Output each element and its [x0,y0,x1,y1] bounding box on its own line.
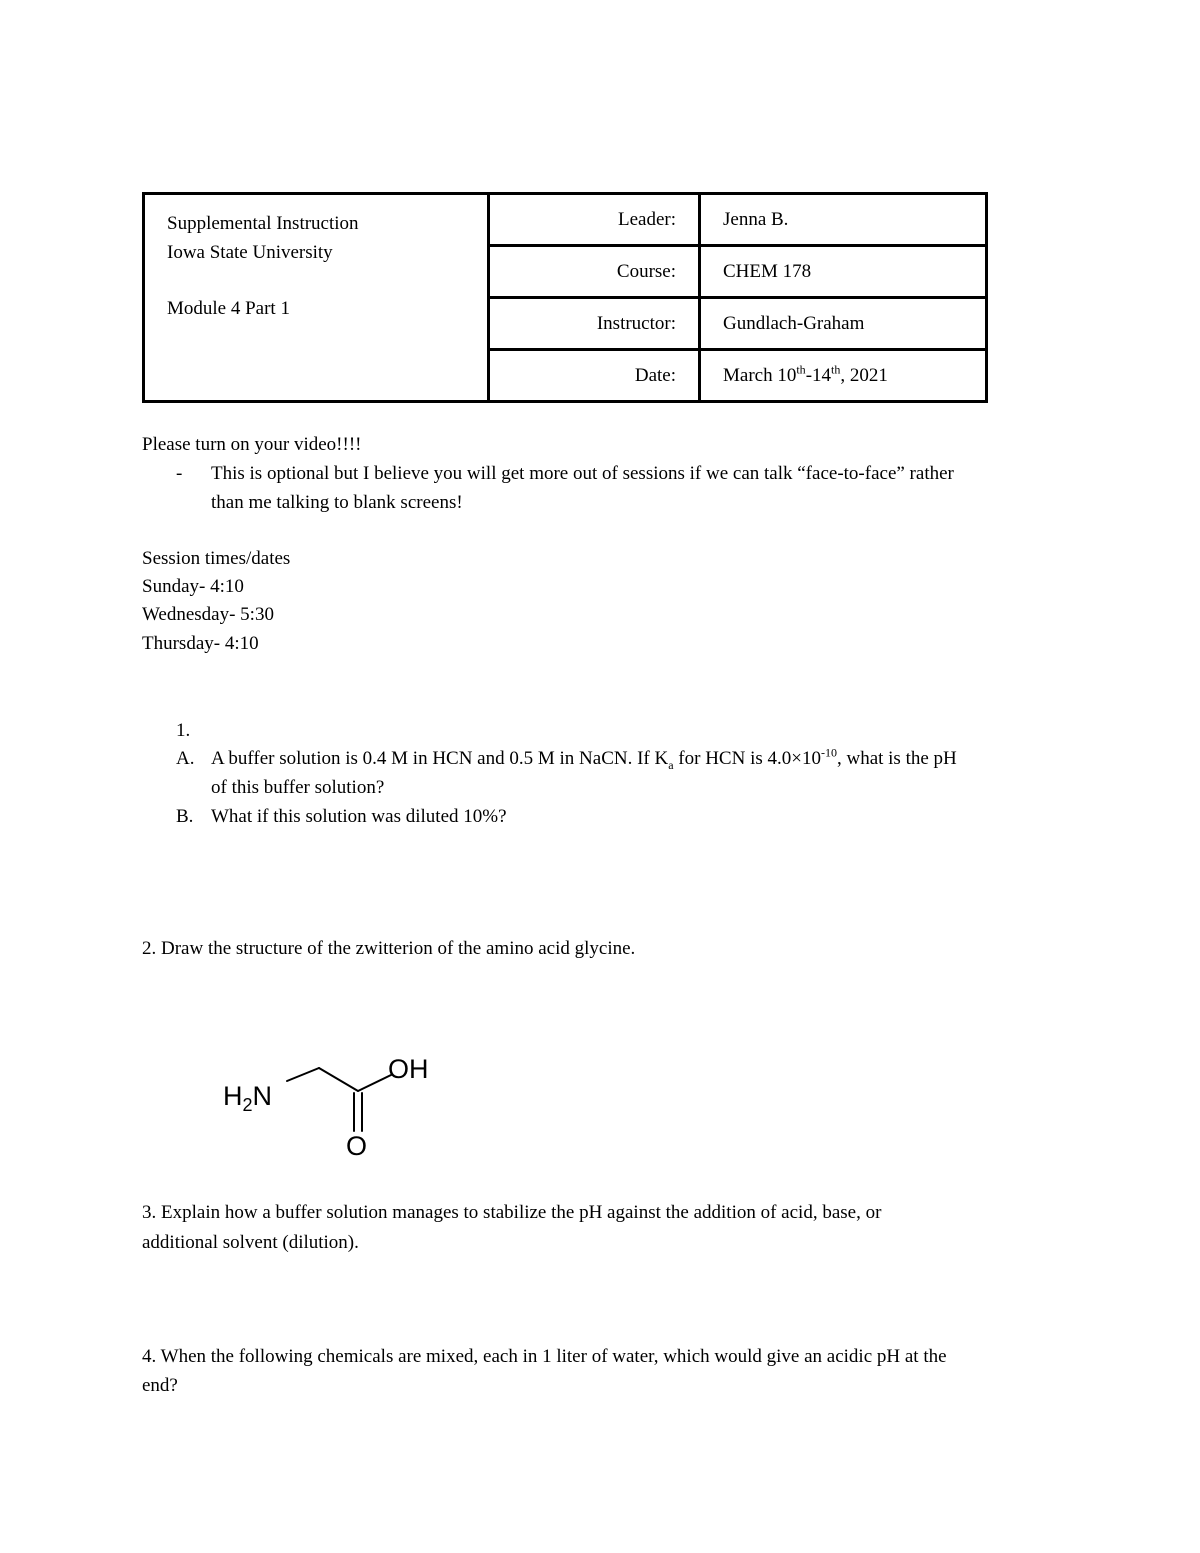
date-value: March 10th-14th, 2021 [700,350,987,402]
hydroxyl-label: OH [388,1054,429,1084]
video-heading: Please turn on your video!!!! [142,434,362,455]
video-note-line1: This is optional but I believe you will get more out of sessions if we can talk “face-to-face” rather [211,463,954,484]
header-table [142,192,988,403]
video-bullet: - [176,463,183,484]
q1-a-marker: A. [176,748,195,769]
q3-line2: additional solvent (dilution). [142,1232,359,1253]
module-title: Module 4 Part 1 [167,298,290,319]
session-item: Wednesday- 5:30 [142,604,274,625]
q1-number: 1. [176,720,191,741]
glycine-structure [215,1045,455,1165]
session-item: Sunday- 4:10 [142,576,244,597]
sessions-heading: Session times/dates [142,548,291,569]
date-label: Date: [489,350,700,402]
leader-label: Leader: [489,194,700,246]
course-label: Course: [489,246,700,298]
amine-label: $H_2N$ [223,1081,273,1115]
video-note-line2: than me talking to blank screens! [211,492,463,513]
header-org-cell [144,194,489,402]
carbonyl-oxygen-label: O [346,1131,368,1161]
leader-value: Jenna B. [700,194,987,246]
instructor-value: Gundlach-Graham [700,298,987,350]
course-value: CHEM 178 [700,246,987,298]
q4-line2: end? [142,1375,178,1396]
session-item: Thursday- 4:10 [142,633,259,654]
university-name: Iowa State University [167,242,333,263]
bond-c-oh [358,1075,391,1091]
q3-line1: 3. Explain how a buffer solution manages to stabilize the pH against the addition of acid, base, or [142,1202,882,1223]
q1-b-marker: B. [176,806,194,827]
bond-n-c [287,1068,319,1081]
org-name: Supplemental Instruction [167,213,359,234]
q1-a-line2: of this buffer solution? [211,777,385,798]
q2-text: 2. Draw the structure of the zwitterion of the amino acid glycine. [142,938,636,959]
q1-b-text: What if this solution was diluted 10%? [211,806,507,827]
bond-c-c [319,1068,358,1091]
q1-a-text: A buffer solution is 0.4 M in HCN and 0.5 M in NaCN. If $K_a$ for HCN is $4.0\times 10^{-10}$, what is the pH [211,745,957,772]
q4-line1: 4. When the following chemicals are mixed, each in 1 liter of water, which would give an acidic pH at the [142,1346,947,1367]
instructor-label: Instructor: [489,298,700,350]
